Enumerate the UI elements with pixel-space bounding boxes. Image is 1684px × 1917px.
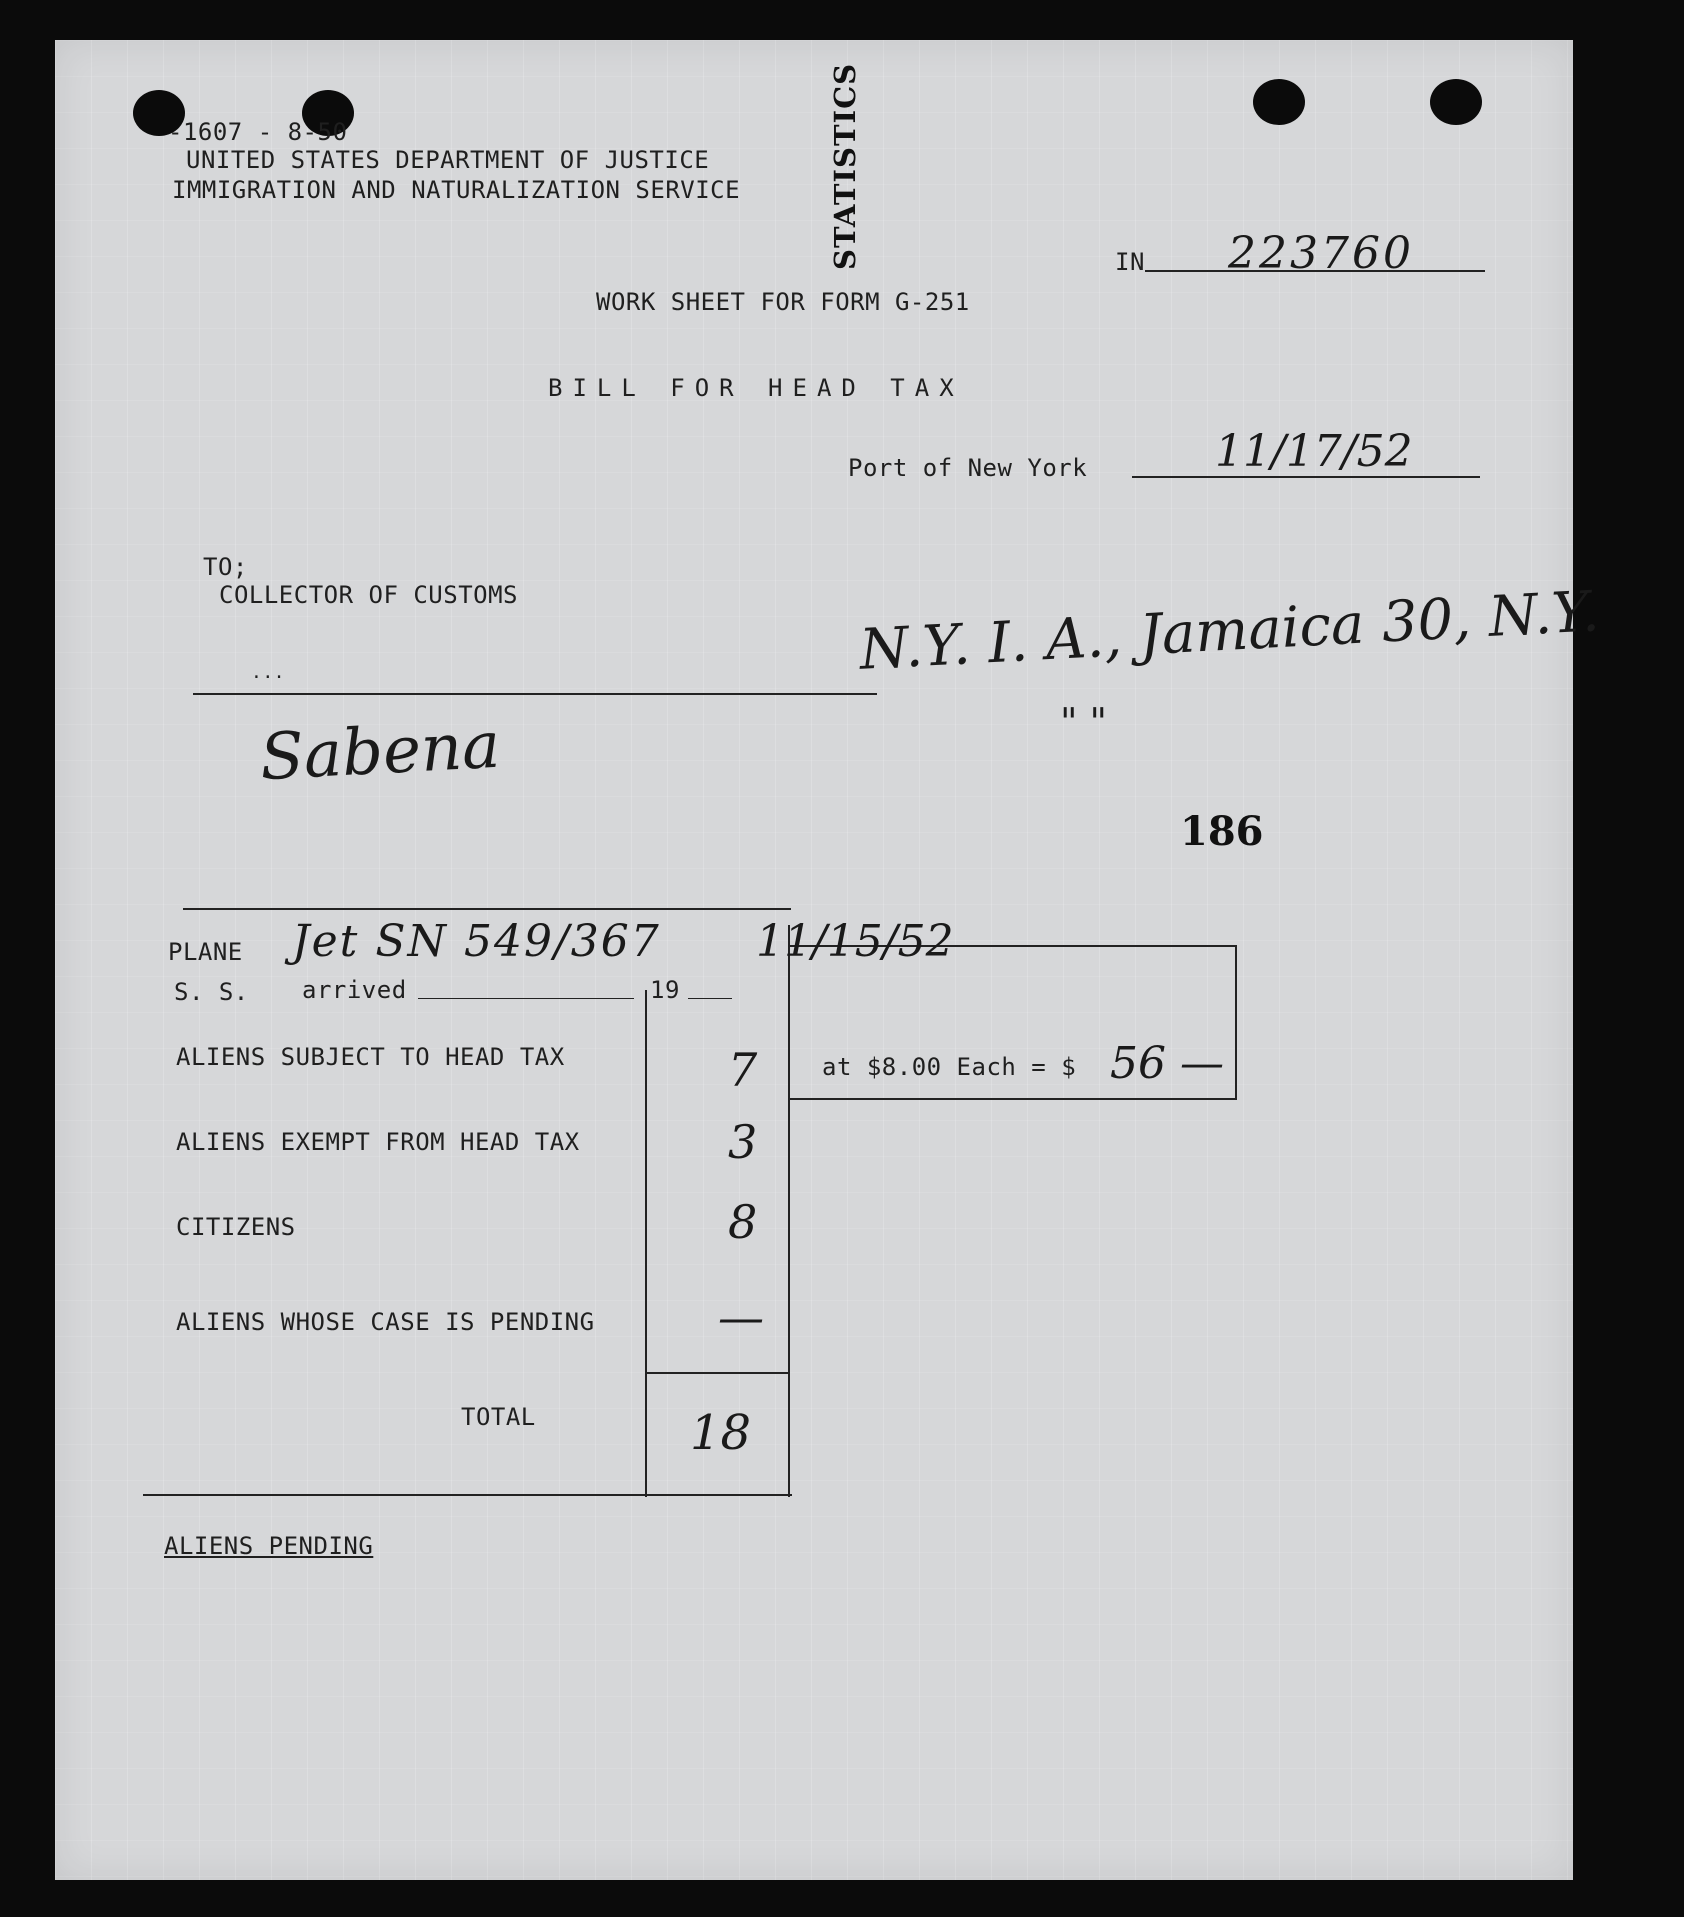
collector-label: COLLECTOR OF CUSTOMS <box>219 581 518 609</box>
address-handwritten: N.Y. I. A., Jamaica 30, N.Y. <box>858 579 1601 683</box>
row-value-exempt: 3 <box>728 1115 758 1169</box>
form-code: -1607 - 8-50 <box>168 118 348 146</box>
table-total-rule <box>645 1372 790 1374</box>
table-bottom-rule <box>143 1494 792 1496</box>
rate-text: at $8.00 Each = $ <box>822 1053 1077 1081</box>
punch-hole-4 <box>1430 79 1482 125</box>
arrived-underline <box>418 998 634 999</box>
port-date: 11/17/52 <box>1215 426 1413 477</box>
rate-box-right <box>1235 945 1237 1100</box>
row-label-pending: ALIENS WHOSE CASE IS PENDING <box>176 1308 595 1336</box>
row-value-pending: — <box>718 1290 764 1344</box>
aliens-pending-label: ALIENS PENDING <box>164 1532 374 1560</box>
rate-amount: 56 — <box>1110 1038 1224 1089</box>
work-sheet-title: WORK SHEET FOR FORM G-251 <box>596 288 970 316</box>
row-label-exempt: ALIENS EXEMPT FROM HEAD TAX <box>176 1128 580 1156</box>
in-number: 223760 <box>1228 228 1414 279</box>
statistics-stamp: STATISTICS <box>828 62 862 270</box>
plane-handwritten: Jet SN 549/367 <box>292 916 661 967</box>
row-value-subject: 7 <box>728 1043 758 1097</box>
port-label: Port of New York <box>848 454 1088 482</box>
carrier-handwritten: Sabena <box>258 708 502 796</box>
year-underline <box>688 998 732 999</box>
table-vertical-left <box>645 990 647 1497</box>
row-value-citizens: 8 <box>728 1195 758 1249</box>
table-top-rule <box>183 908 791 910</box>
total-value: 18 <box>690 1405 752 1461</box>
to-label: TO; <box>203 553 248 581</box>
total-label: TOTAL <box>461 1403 536 1431</box>
in-label: IN <box>1115 248 1145 276</box>
page-number: 186 <box>1180 808 1264 855</box>
plane-date-handwritten: 11/15/52 <box>756 916 954 967</box>
plane-label: PLANE <box>168 938 243 966</box>
table-vertical-right <box>788 925 790 1497</box>
punch-hole-3 <box>1253 79 1305 125</box>
arrived-label: arrived <box>302 976 407 1004</box>
address-underline <box>193 693 877 695</box>
row-label-citizens: CITIZENS <box>176 1213 296 1241</box>
service-line: IMMIGRATION AND NATURALIZATION SERVICE <box>172 176 741 204</box>
ss-label: S. S. <box>174 978 249 1006</box>
row-label-subject: ALIENS SUBJECT TO HEAD TAX <box>176 1043 565 1071</box>
department-line: UNITED STATES DEPARTMENT OF JUSTICE <box>186 146 710 174</box>
ditto-marks: " " <box>1060 700 1108 744</box>
rate-box-bottom <box>788 1098 1237 1100</box>
bill-title: BILL FOR HEAD TAX <box>548 374 964 402</box>
address-dots: ... <box>251 662 286 683</box>
year-prefix: 19 <box>650 976 680 1004</box>
